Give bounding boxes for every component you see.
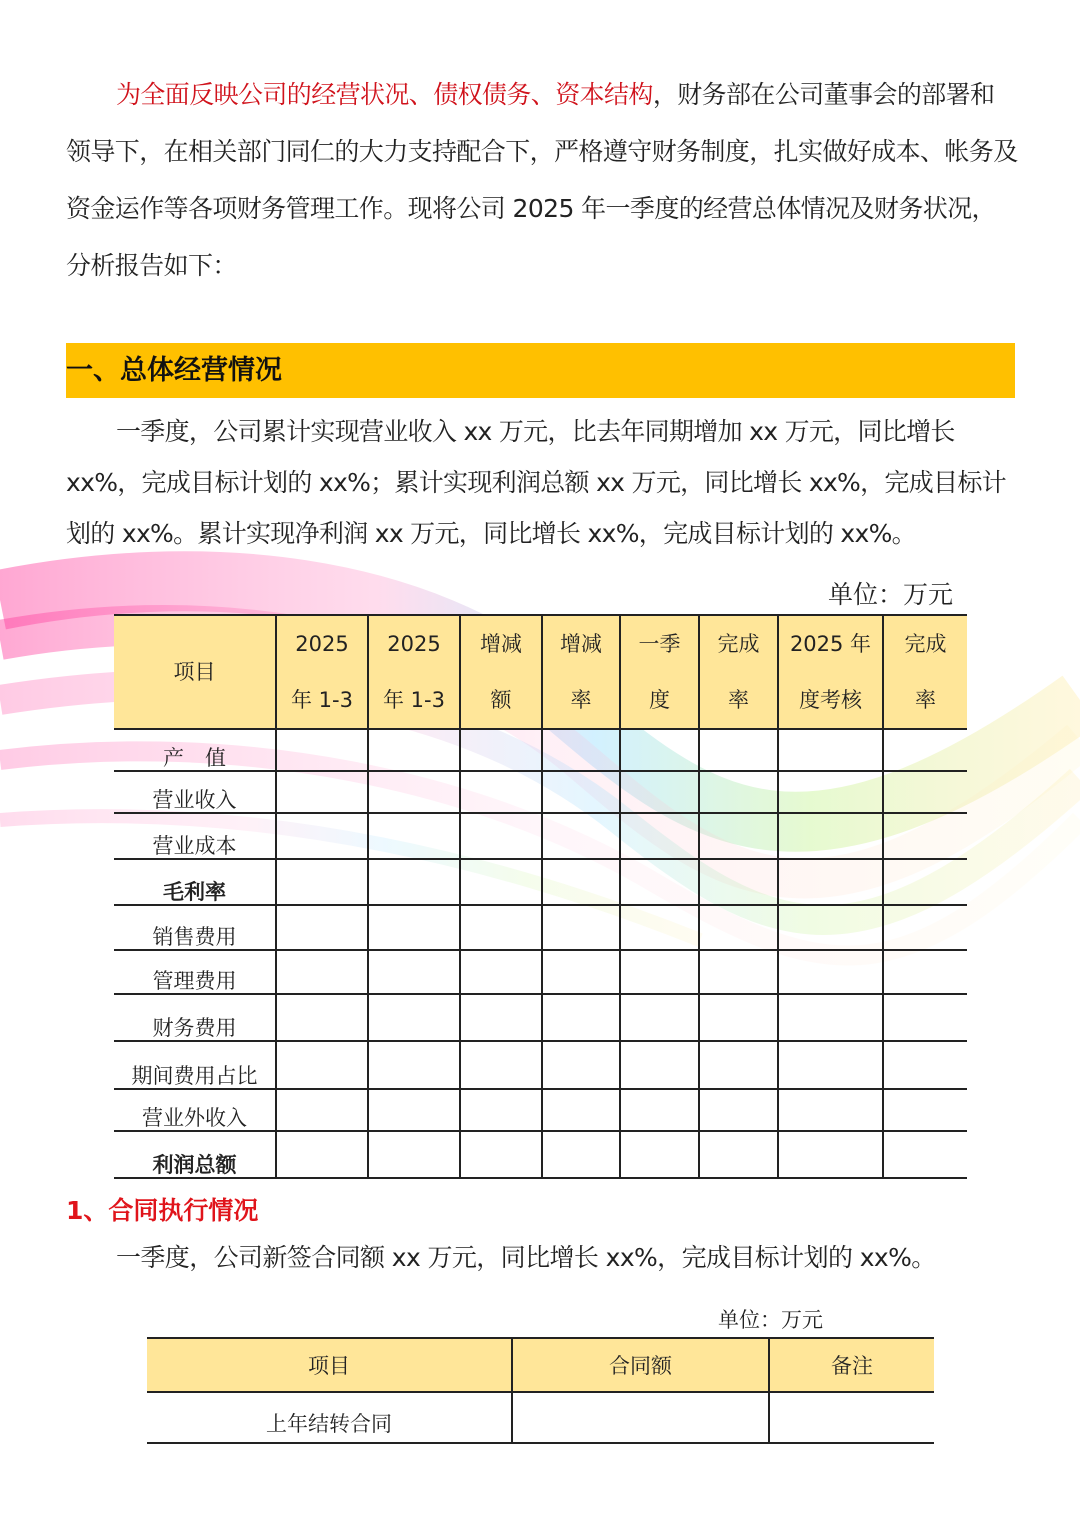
- table-row: [114, 729, 967, 771]
- header-contract-amount: 合同额: [512, 1338, 769, 1392]
- table-row: [114, 813, 967, 859]
- intro-paragraph: [66, 66, 1018, 294]
- table-row: [114, 994, 967, 1041]
- header-2025-ytd-a: 2025 年 1-3: [276, 615, 368, 729]
- header-change-amount: 增减 额: [460, 615, 542, 729]
- table-unit-label: 单位：万元: [828, 580, 954, 609]
- header-annual-target: 2025 年 度考核: [778, 615, 883, 729]
- row-label: 销售费用: [114, 905, 276, 950]
- table-row: [114, 905, 967, 950]
- contract-table: [147, 1337, 934, 1444]
- table-row: [114, 1089, 967, 1131]
- header-2025-ytd-b: 2025 年 1-3: [368, 615, 460, 729]
- row-label: 营业外收入: [114, 1089, 276, 1131]
- header-completion-rate-a: 完成 率: [699, 615, 778, 729]
- table-row: [147, 1392, 934, 1443]
- table2-header-row: [147, 1338, 934, 1392]
- table-header-row: [114, 615, 967, 729]
- table-row: [114, 1041, 967, 1089]
- subsection-title: 1、合同执行情况: [66, 1196, 259, 1225]
- subsection-paragraph: 一季度，公司新签合同额 xx 万元，同比增长 xx%，完成目标计划的 xx%。: [116, 1243, 936, 1272]
- row-label: 上年结转合同: [147, 1392, 512, 1443]
- intro-highlight: 为全面反映公司的经营状况、债权债务、资本结构: [116, 80, 653, 109]
- header-quarter: 一季 度: [620, 615, 699, 729]
- header-item: 项目: [114, 615, 276, 729]
- section-title: 一、总体经营情况: [66, 355, 282, 386]
- table-row: [114, 859, 967, 905]
- row-label: 期间费用占比: [114, 1041, 276, 1089]
- row-label: 产 值: [114, 729, 276, 771]
- intro-rest: ，财务部在公司董事会的部署和领导下，在相关部门同仁的大力支持配合下，严格遵守财务制度，扎实做好成本、帐务及资金运作等各项财务管理工作。现将公司 2025 年一季度的经营总体情况及财务状况，分析报告如下：: [66, 80, 1018, 280]
- table-row: [114, 771, 967, 813]
- header-remarks: 备注: [769, 1338, 934, 1392]
- row-label: 毛利率: [114, 859, 276, 905]
- section-title-bar: [66, 343, 1015, 398]
- row-label: 营业收入: [114, 771, 276, 813]
- table-row: [114, 950, 967, 994]
- header-completion-rate-b: 完成 率: [883, 615, 967, 729]
- row-label: 营业成本: [114, 813, 276, 859]
- header-item: 项目: [147, 1338, 512, 1392]
- row-label: 管理费用: [114, 950, 276, 994]
- row-label: 财务费用: [114, 994, 276, 1041]
- section-paragraph: 一季度，公司累计实现营业收入 xx 万元，比去年同期增加 xx 万元，同比增长 xx%，完成目标计划的 xx%；累计实现利润总额 xx 万元，同比增长 xx%，完成目标计划的 xx%。累计实现净利润 xx 万元，同比增长 xx%，完成目标计划的 xx%。: [66, 417, 1006, 548]
- header-change-rate: 增减 率: [542, 615, 620, 729]
- row-label: 利润总额: [114, 1131, 276, 1178]
- operations-table: [114, 614, 967, 1179]
- table2-unit-label: 单位：万元: [718, 1308, 823, 1332]
- table-row: [114, 1131, 967, 1178]
